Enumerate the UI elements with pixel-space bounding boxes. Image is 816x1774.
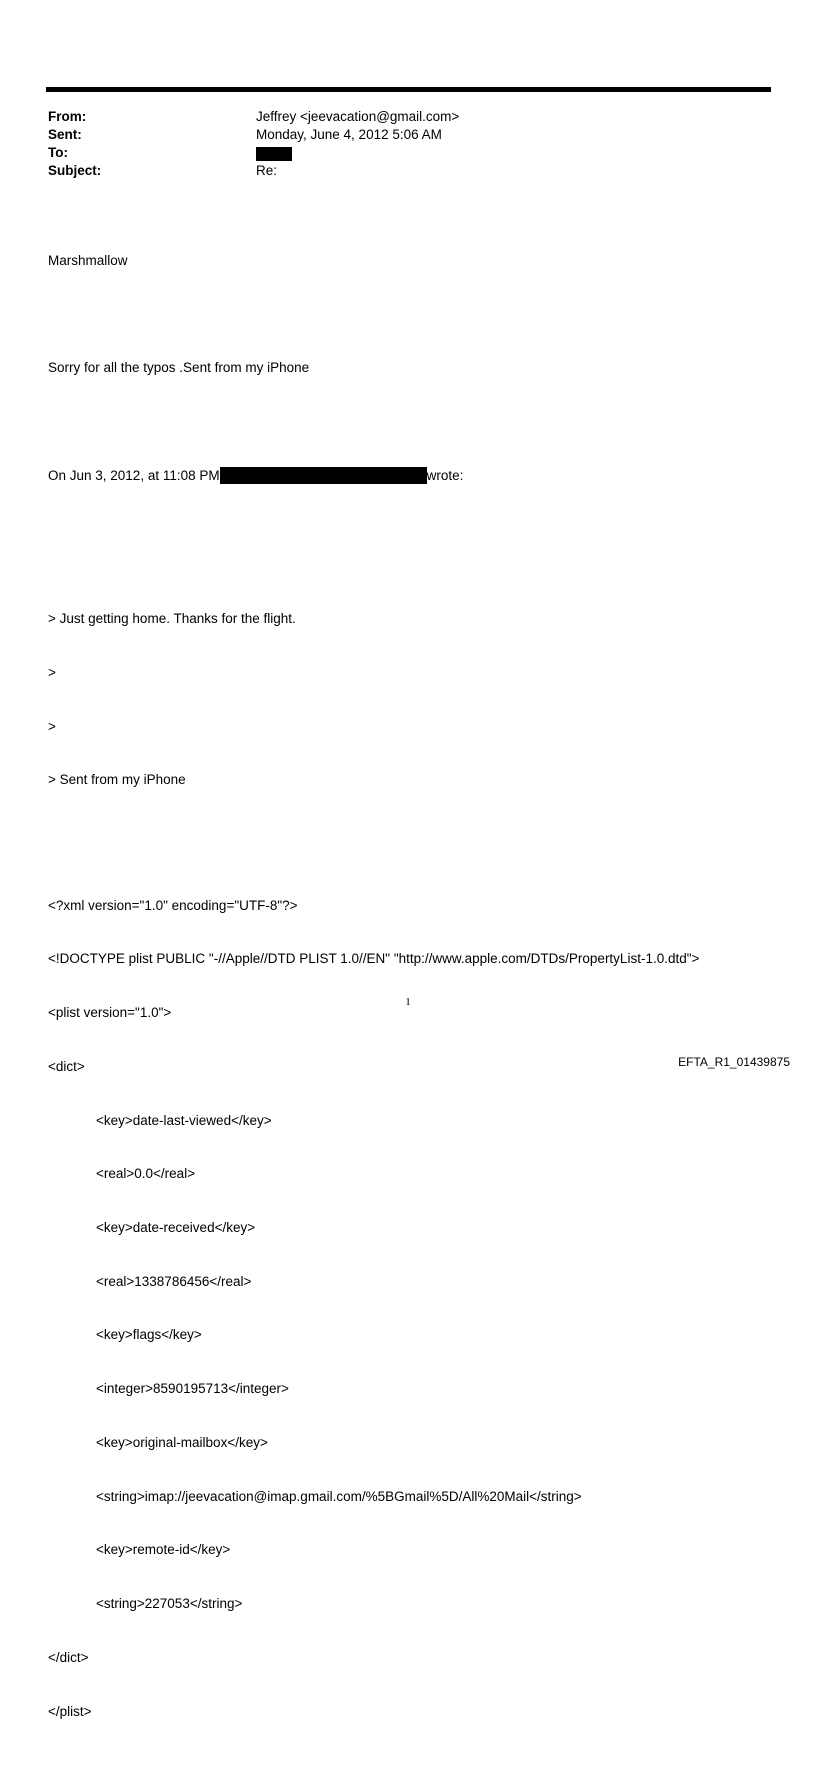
quoted-line: > Sent from my iPhone xyxy=(48,772,186,788)
email-body xyxy=(48,216,699,1774)
dict-line: <real>0.0</real> xyxy=(96,1166,196,1182)
from-value: Jeffrey <jeevacation@gmail.com> xyxy=(256,109,460,124)
quoted-line: > xyxy=(48,718,56,734)
document-id: EFTA_R1_01439875 xyxy=(678,1055,790,1069)
redaction-box xyxy=(220,467,427,484)
xml-line: <plist version="1.0"> xyxy=(48,1005,172,1021)
dict-line: <string>imap://jeevacation@imap.gmail.com/%5BGmail%5D/All%20Mail</string> xyxy=(96,1488,582,1504)
to-value xyxy=(256,144,292,162)
xml-line: </plist> xyxy=(48,1703,92,1719)
sent-label: Sent: xyxy=(48,127,82,142)
header-rule xyxy=(46,87,771,92)
dict-line: <integer>8590195713</integer> xyxy=(96,1381,289,1397)
xml-line: <!DOCTYPE plist PUBLIC "-//Apple//DTD PLIST 1.0//EN" "http://www.apple.com/DTDs/PropertyList-1.0.dtd"> xyxy=(48,951,700,967)
quoted-message xyxy=(48,574,699,825)
dict-line: <key>remote-id</key> xyxy=(96,1542,231,1558)
from-label: From: xyxy=(48,109,87,124)
greeting: Marshmallow xyxy=(48,252,128,268)
dict-line: <string>227053</string> xyxy=(96,1596,243,1612)
quote-intro-suffix: wrote: xyxy=(426,467,464,483)
subject-value: Re: xyxy=(256,163,278,178)
sent-value: Monday, June 4, 2012 5:06 AM xyxy=(256,127,442,142)
dict-line: <key>flags</key> xyxy=(96,1327,202,1343)
xml-line: </dict> xyxy=(48,1649,89,1665)
xml-line: <?xml version="1.0" encoding="UTF-8"?> xyxy=(48,897,298,913)
dict-line: <key>original-mailbox</key> xyxy=(96,1434,268,1450)
quoted-line: > Just getting home. Thanks for the flight. xyxy=(48,611,296,627)
page-number: 1 xyxy=(405,996,411,1008)
dict-line: <key>date-received</key> xyxy=(96,1220,256,1236)
quote-intro xyxy=(48,467,699,485)
redaction-box xyxy=(256,147,292,161)
dict-line: <key>date-last-viewed</key> xyxy=(96,1112,272,1128)
to-label: To: xyxy=(48,145,68,160)
quoted-line: > xyxy=(48,664,56,680)
dict-line: <real>1338786456</real> xyxy=(96,1273,252,1289)
xml-line: <dict> xyxy=(48,1058,85,1074)
quote-intro-prefix: On Jun 3, 2012, at 11:08 PM xyxy=(48,467,220,483)
signature-line: Sorry for all the typos .Sent from my iPhone xyxy=(48,360,310,376)
subject-label: Subject: xyxy=(48,163,102,178)
